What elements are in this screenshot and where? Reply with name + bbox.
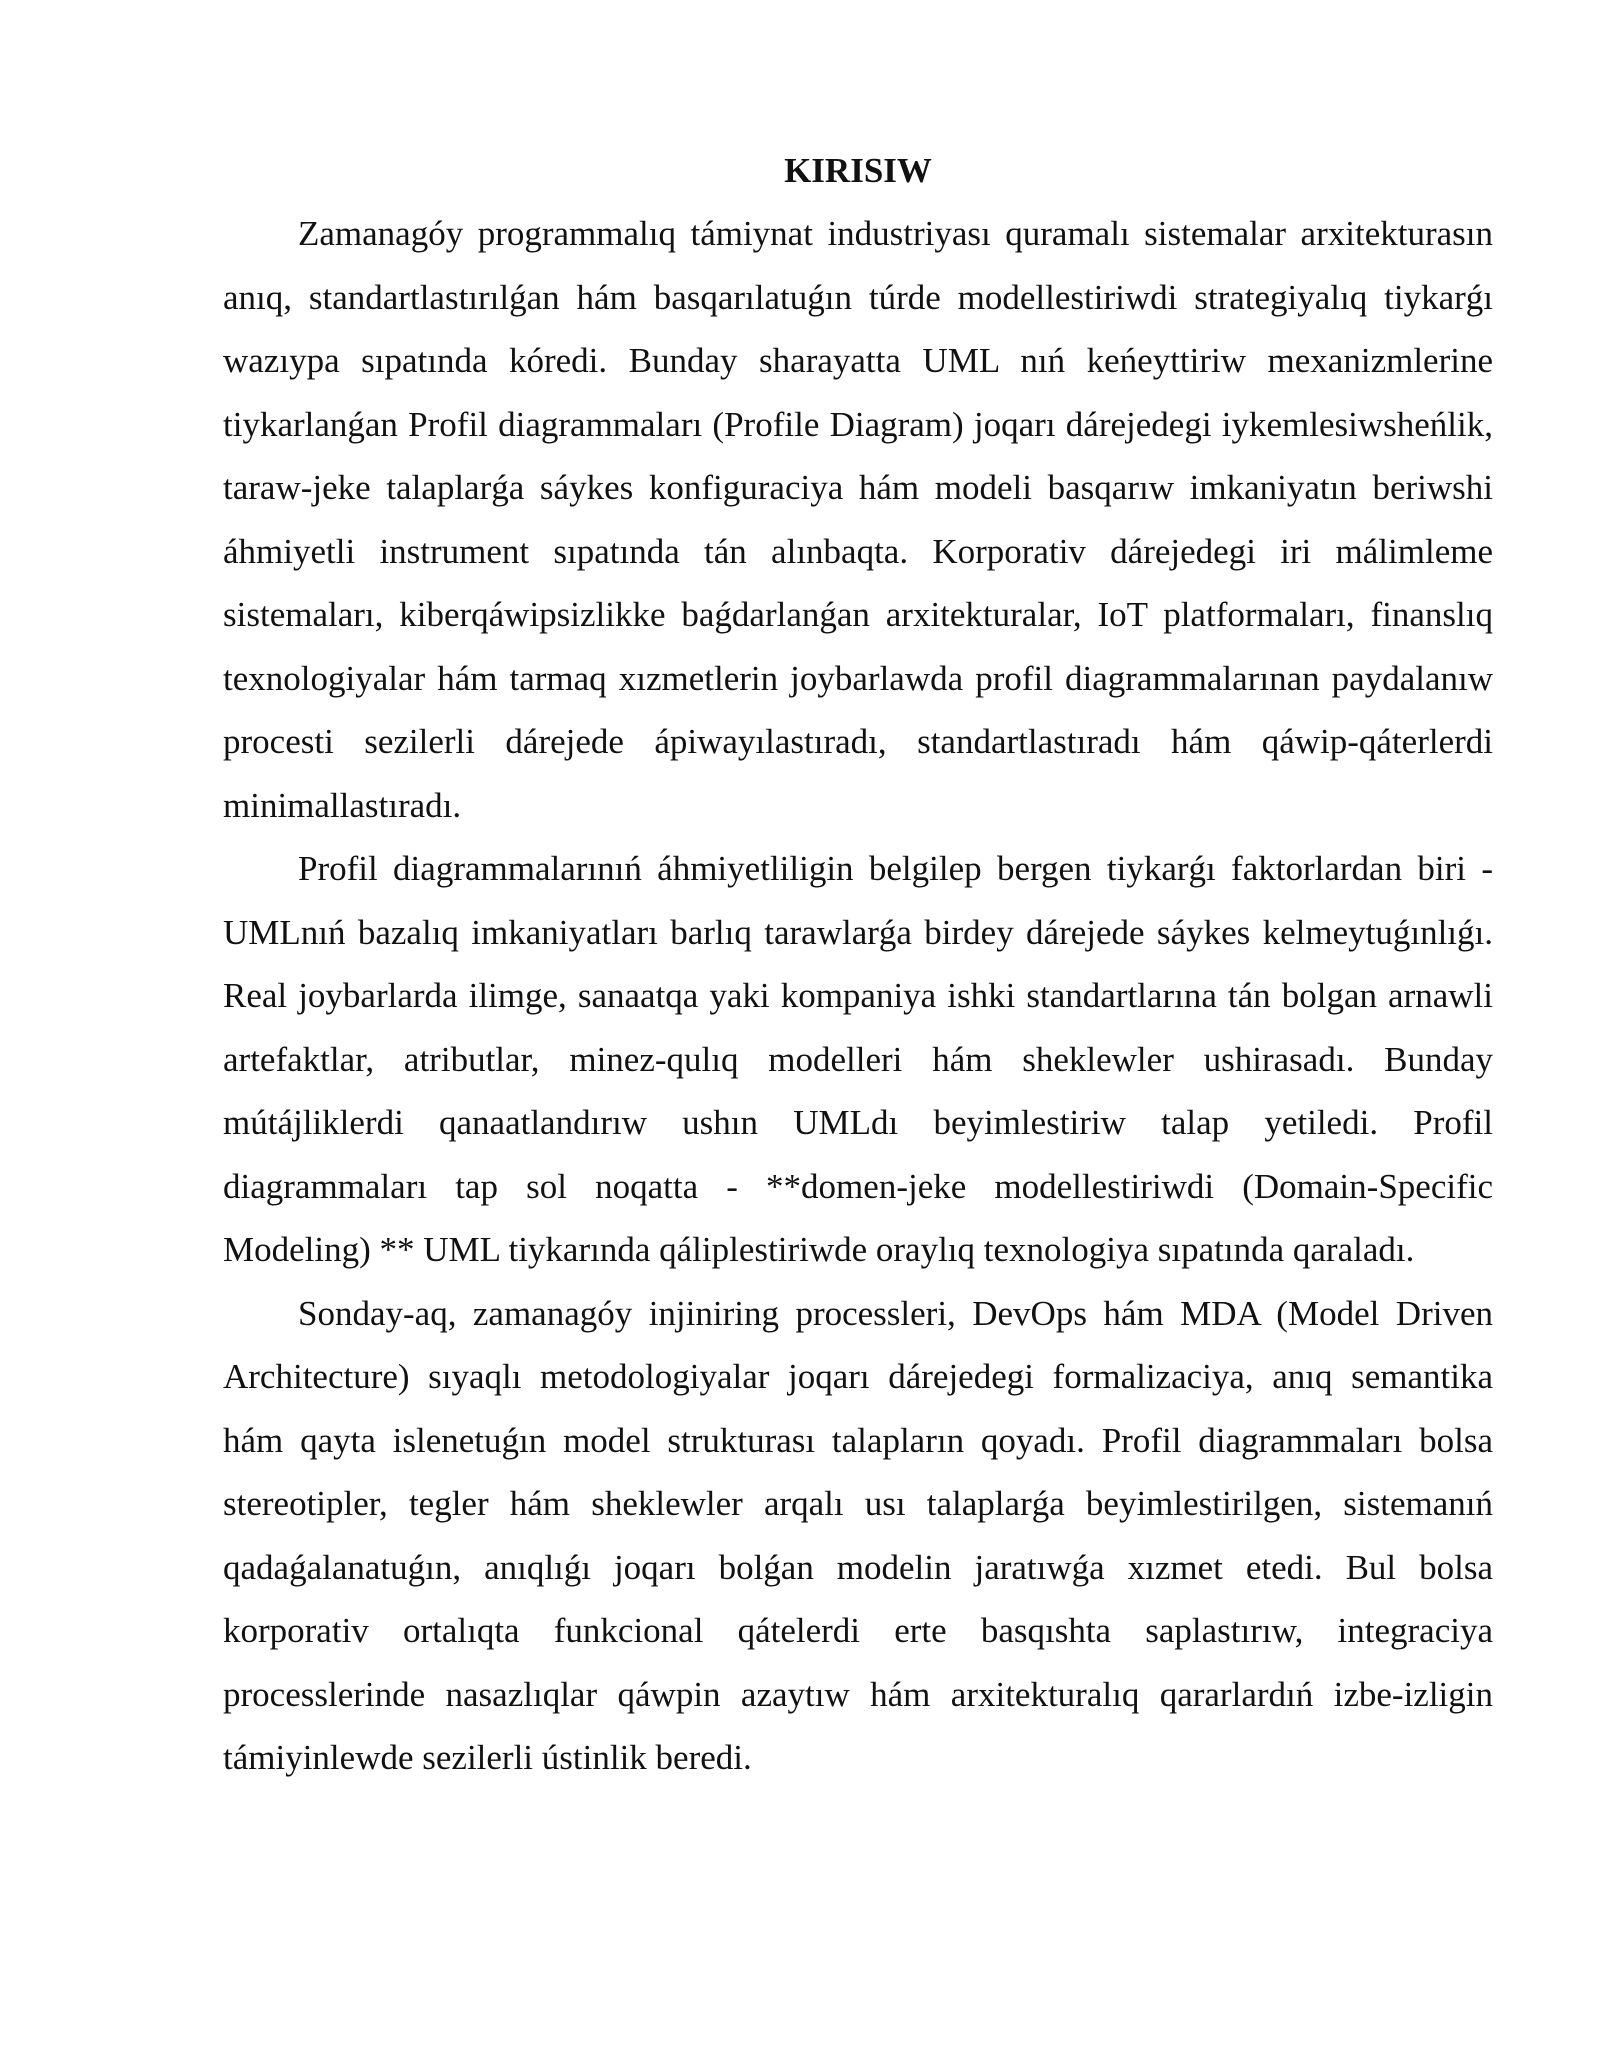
paragraph-2: Profil diagrammalarınıń áhmiyetliligin belgilep bergen tiykarǵı faktorlardan biri - UMLnıń bazalıq imkaniyatları barlıq tarawlarǵa birdey dárejede sáykes kelmeytuǵınlıǵı. Real joybarlarda ilimge, sanaatqa yaki kompaniya ishki standartlarına tán bolgan arnawli artefaktlar, atributlar, minez-qulıq modelleri hám sheklewler ushirasadı. Bunday mútájliklerdi qanaatlandırıw ushın UMLdı beyimlestiriw talap yetiledi. Profil diagrammaları tap sol noqatta - **domen-jeke modellestiriwdi (Domain-Specific Modeling) ** UML tiykarında qáliplestiriwde oraylıq texnologiya sıpatında qaraladı. — [223, 849, 1493, 1269]
paragraph-1: Zamanagóy programmalıq támiynat industriyası quramalı sistemalar arxitekturasın anıq, standartlastırılǵan hám basqarılatuǵın túrde modellestiriwdi strategiyalıq tiykarǵı wazıypa sıpatında kóredi. Bunday sharayatta UML nıń keńeyttiriw mexanizmlerine tiykarlanǵan Profil diagrammaları (Profile Diagram) joqarı dárejedegi iykemlesiwsheńlik, taraw-jeke talaplarǵa sáykes konfiguraciya hám modeli basqarıw imkaniyatın beriwshi áhmiyetli instrument sıpatında tán alınbaqta. Korporativ dárejedegi iri málimleme sistemaları, kiberqáwipsizlikke baǵdarlanǵan arxitekturalar, IoT platformaları, finanslıq texnologiyalar hám tarmaq xızmetlerin joybarlawda profil diagrammalarınan paydalanıw procesti sezilerli dárejede ápiwayılastıradı, standartlastıradı hám qáwip-qáterlerdi minimallastıradı. — [223, 214, 1493, 825]
document-title: KIRISIW — [784, 151, 932, 190]
document-body — [223, 146, 1493, 1790]
paragraph-3: Sonday-aq, zamanagóy injiniring processleri, DevOps hám MDA (Model Driven Architecture) sıyaqlı metodologiyalar joqarı dárejedegi formalizaciya, anıq semantika hám qayta islenetuǵın model strukturası talapların qoyadı. Profil diagrammaları bolsa stereotipler, tegler hám sheklewler arqalı usı talaplarǵa beyimlestirilgen, sistemanıń qadaǵalanatuǵın, anıqlıǵı joqarı bolǵan modelin jaratıwǵa xızmet etedi. Bul bolsa korporativ ortalıqta funkcional qátelerdi erte basqıshta saplastırıw, integraciya processlerinde nasazlıqlar qáwpin azaytıw hám arxitekturalıq qararlardıń izbe-izligin támiyinlewde sezilerli ústinlik beredi. — [223, 1293, 1493, 1777]
